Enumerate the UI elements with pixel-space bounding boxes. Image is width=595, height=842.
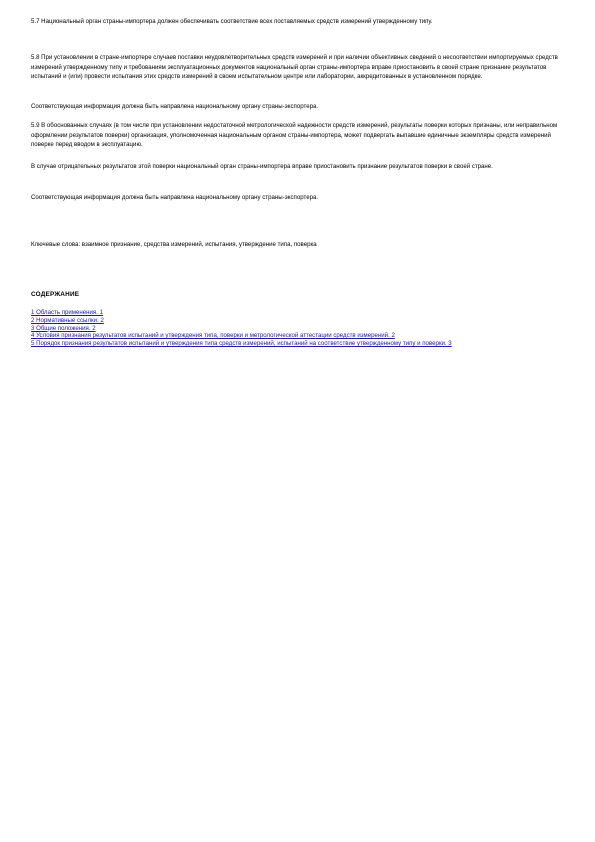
toc-item — [31, 340, 576, 348]
keywords-line: Ключевые слова: взаимное признание, средства измерений, испытания, утверждение типа, поверка — [31, 241, 317, 248]
toc-item — [31, 332, 576, 340]
paragraph-5-9: 5.9 В обоснованных случаях (в том числе при установлении недостаточной метрологической надежности средств измерений, результаты поверки которых признаны, или неправильном оформлении результатов поверки) организация, уполномоченная национальным органом страны-импортера, может подвергать выпавшие единичные экземпляры средств измерений поверке перед вводом в эксплуатацию. — [31, 122, 558, 149]
paragraph-5-8: 5.8 При установлении в стране-импортере случаев поставки неудовлетворительных средств измерений и при наличии объективных сведений о несоответствии импортируемых средств измерений утвержденному типу и требованиям эксплуатационных документов национальный орган страны-импортера вправе приостановить в своей стране признание результатов испытаний и (или) провести испытания этих средств измерений в своем испытательном центре или лаборатории, аккредитованных в установленном порядке. — [31, 54, 558, 81]
toc-item — [31, 325, 576, 333]
table-of-contents — [31, 309, 576, 348]
paragraph-info-exporter-2: Соответствующая информация должна быть направлена национальному органу страны-экспортера. — [31, 194, 319, 201]
toc-item — [31, 317, 576, 325]
toc-link-scope[interactable]: 1 Область применения. 1 — [31, 309, 103, 316]
toc-title: СОДЕРЖАНИЕ — [31, 291, 80, 298]
toc-link-general-provisions[interactable]: 3 Общие положения. 2 — [31, 324, 96, 332]
toc-item — [31, 309, 576, 317]
paragraph-negative-results: В случае отрицательных результатов этой поверки национальный орган страны-импортера вправе приостановить признание результатов поверки в своей стране. — [31, 163, 493, 170]
toc-link-recognition-procedure[interactable]: 5 Порядок признания результатов испытаний и утверждения типа средств измерений, испытаний на соответствие утвержденному типу и поверки. 3 — [31, 340, 452, 348]
paragraph-5-7: 5.7 Национальный орган страны-импортера должен обеспечивать соответствие всех поставляемых средств измерений утвержденному типу. — [31, 18, 433, 25]
toc-link-recognition-conditions[interactable]: 4 Условия признания результатов испытаний и утверждения типа, поверки и метрологической аттестации средств измерений. 2 — [31, 332, 395, 340]
paragraph-info-exporter: Соответствующая информация должна быть направлена национальному органу страны-экспортера. — [31, 103, 319, 110]
toc-link-normative-references[interactable]: 2 Нормативные ссылки. 2 — [31, 316, 104, 324]
